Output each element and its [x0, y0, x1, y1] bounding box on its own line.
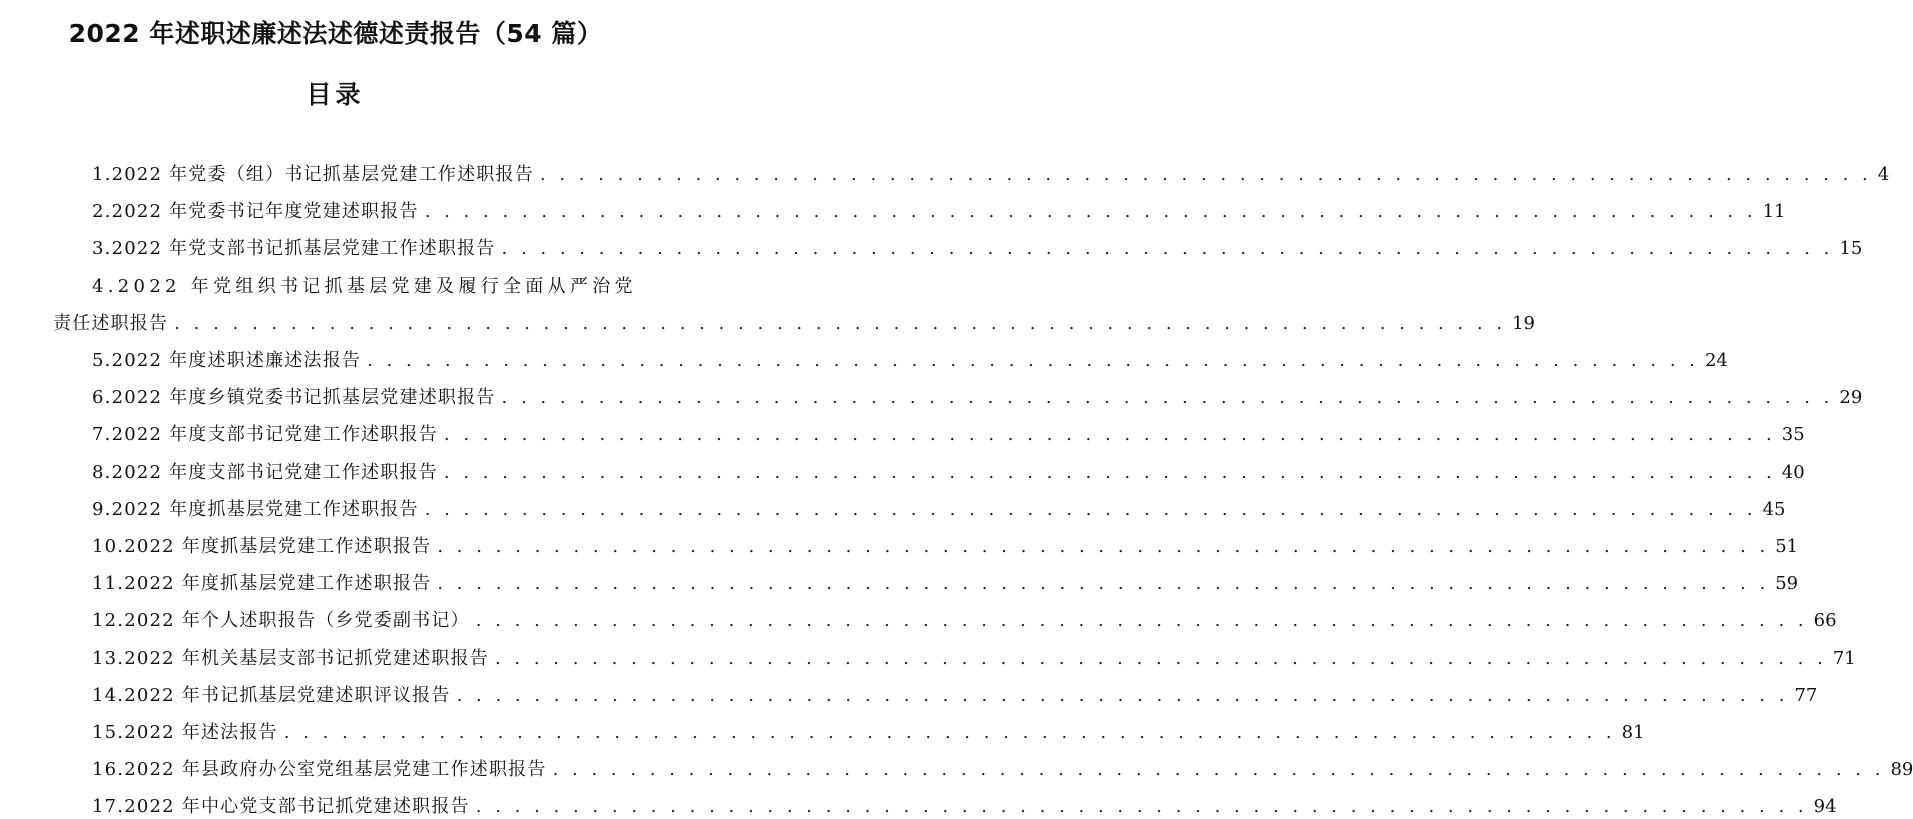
toc-entry-title: 6.2022 年度乡镇党委书记抓基层党建述职报告 [92, 387, 496, 409]
toc-entry-page: 66 [1813, 610, 1837, 632]
toc-entry [92, 795, 1837, 819]
toc-entry-page: 45 [1762, 498, 1786, 520]
toc-entry-page: 81 [1621, 722, 1645, 743]
toc-entry-title: 16.2022 年县政府办公室党组基层党建工作述职报告 [92, 759, 547, 781]
toc-entry-page: 29 [1839, 387, 1863, 409]
dot-leader: . . . . . . . . . . . . . . . . . . . . . . . . . . . . . . . . . . . . . . . . . . . . . . . . . . . . . . . . . . . . . . . . . . . . . [283, 722, 1616, 743]
toc-entry-page: 19 [1512, 312, 1535, 334]
dot-leader: . . . . . . . . . . . . . . . . . . . . . . . . . . . . . . . . . . . . . . . . . . . . . . . . . . . . . . . . . . . . . . . . . . . . . [475, 796, 1808, 818]
toc-entry [92, 535, 1799, 559]
dot-leader: . . . . . . . . . . . . . . . . . . . . . . . . . . . . . . . . . . . . . . . . . . . . . . . . . . . . . . . . . . . . . . . . . . . . . [456, 684, 1789, 706]
toc-entry [92, 758, 1913, 782]
toc-entry-page: 89 [1890, 759, 1913, 781]
toc-entry-page: 15 [1839, 238, 1863, 260]
dot-leader: . . . . . . . . . . . . . . . . . . . . . . . . . . . . . . . . . . . . . . . . . . . . . . . . . . . . . . . . . . . . . . . . . . . . . [539, 164, 1872, 185]
toc-entry [92, 461, 1805, 485]
dot-leader: . . . . . . . . . . . . . . . . . . . . . . . . . . . . . . . . . . . . . . . . . . . . . . . . . . . . . . . . . . . . . . . . . . . . . [174, 312, 1507, 334]
dot-leader: . . . . . . . . . . . . . . . . . . . . . . . . . . . . . . . . . . . . . . . . . . . . . . . . . . . . . . . . . . . . . . . . . . . . . [501, 387, 1834, 409]
dot-leader: . . . . . . . . . . . . . . . . . . . . . . . . . . . . . . . . . . . . . . . . . . . . . . . . . . . . . . . . . . . . . . . . . . . . . [552, 759, 1885, 781]
toc-entry-title: 1.2022 年党委（组）书记抓基层党建工作述职报告 [92, 164, 534, 185]
toc-entry [92, 237, 1863, 261]
toc-entry-title: 14.2022 年书记抓基层党建述职评议报告 [92, 684, 451, 706]
dot-leader: . . . . . . . . . . . . . . . . . . . . . . . . . . . . . . . . . . . . . . . . . . . . . . . . . . . . . . . . . . . . . . . . . . . . . [424, 498, 1757, 520]
toc-entry-title: 15.2022 年述法报告 [92, 722, 278, 743]
toc-heading: 目录 [306, 80, 365, 109]
toc-entry-title: 8.2022 年度支部书记党建工作述职报告 [92, 461, 438, 483]
dot-leader: . . . . . . . . . . . . . . . . . . . . . . . . . . . . . . . . . . . . . . . . . . . . . . . . . . . . . . . . . . . . . . . . . . . . . [424, 201, 1757, 223]
toc-entry-title: 2.2022 年党委书记年度党建述职报告 [92, 201, 419, 223]
toc-entry-title: 9.2022 年度抓基层党建工作述职报告 [92, 498, 419, 520]
toc-entry-continuation [53, 312, 1535, 336]
toc-entry-title: 11.2022 年度抓基层党建工作述职报告 [92, 573, 432, 595]
toc-entry-page: 40 [1781, 461, 1805, 483]
toc-entry-page: 11 [1762, 201, 1786, 223]
toc-entry-page: 77 [1794, 684, 1818, 706]
toc-entry-title: 5.2022 年度述职述廉述法报告 [92, 350, 362, 371]
toc-entry-title-continued: 责任述职报告 [53, 312, 169, 334]
toc-entry-page: 35 [1781, 424, 1805, 446]
toc-entry-title: 7.2022 年度支部书记党建工作述职报告 [92, 424, 438, 446]
toc-entry [92, 498, 1786, 522]
toc-entry [92, 721, 1645, 745]
toc-entry-page: 24 [1704, 350, 1728, 371]
dot-leader: . . . . . . . . . . . . . . . . . . . . . . . . . . . . . . . . . . . . . . . . . . . . . . . . . . . . . . . . . . . . . . . . . . . . . [437, 536, 1770, 557]
toc-entry-title: 10.2022 年度抓基层党建工作述职报告 [92, 536, 432, 557]
toc-entry [92, 684, 1818, 708]
toc-entry-page: 71 [1832, 647, 1856, 669]
dot-leader: . . . . . . . . . . . . . . . . . . . . . . . . . . . . . . . . . . . . . . . . . . . . . . . . . . . . . . . . . . . . . . . . . . . . . [443, 424, 1776, 446]
toc-entry [92, 163, 1890, 187]
dot-leader: . . . . . . . . . . . . . . . . . . . . . . . . . . . . . . . . . . . . . . . . . . . . . . . . . . . . . . . . . . . . . . . . . . . . . [443, 461, 1776, 483]
toc-entry [92, 349, 1728, 373]
dot-leader: . . . . . . . . . . . . . . . . . . . . . . . . . . . . . . . . . . . . . . . . . . . . . . . . . . . . . . . . . . . . . . . . . . . . . [494, 647, 1827, 669]
toc-entry [92, 200, 1786, 224]
dot-leader: . . . . . . . . . . . . . . . . . . . . . . . . . . . . . . . . . . . . . . . . . . . . . . . . . . . . . . . . . . . . . . . . . . . . . [367, 350, 1699, 371]
dot-leader: . . . . . . . . . . . . . . . . . . . . . . . . . . . . . . . . . . . . . . . . . . . . . . . . . . . . . . . . . . . . . . . . . . . . . [501, 238, 1834, 260]
toc-entry [92, 647, 1856, 671]
toc-entry-page: 59 [1775, 573, 1799, 595]
toc-entry-title: 12.2022 年个人述职报告（乡党委副书记） [92, 610, 470, 632]
toc-entry-title: 17.2022 年中心党支部书记抓党建述职报告 [92, 796, 470, 818]
toc-entry [92, 572, 1799, 596]
toc-entry-title: 13.2022 年机关基层支部书记抓党建述职报告 [92, 647, 489, 669]
dot-leader: . . . . . . . . . . . . . . . . . . . . . . . . . . . . . . . . . . . . . . . . . . . . . . . . . . . . . . . . . . . . . . . . . . . . . [437, 573, 1770, 595]
toc-entry [92, 386, 1863, 410]
toc-entry [92, 275, 637, 299]
dot-leader: . . . . . . . . . . . . . . . . . . . . . . . . . . . . . . . . . . . . . . . . . . . . . . . . . . . . . . . . . . . . . . . . . . . . . [475, 610, 1808, 632]
toc-entry-page: 4 [1877, 164, 1890, 185]
toc-entry [92, 423, 1805, 447]
toc-entry-title: 3.2022 年党支部书记抓基层党建工作述职报告 [92, 238, 496, 260]
toc-entry-title: 4.2022 年党组织书记抓基层党建及履行全面从严治党 [92, 275, 637, 297]
toc-entry-page: 94 [1813, 796, 1837, 818]
document-title: 2022 年述职述廉述法述德述责报告（54 篇） [68, 19, 603, 48]
toc-entry-page: 51 [1775, 536, 1799, 557]
toc-entry [92, 609, 1837, 633]
